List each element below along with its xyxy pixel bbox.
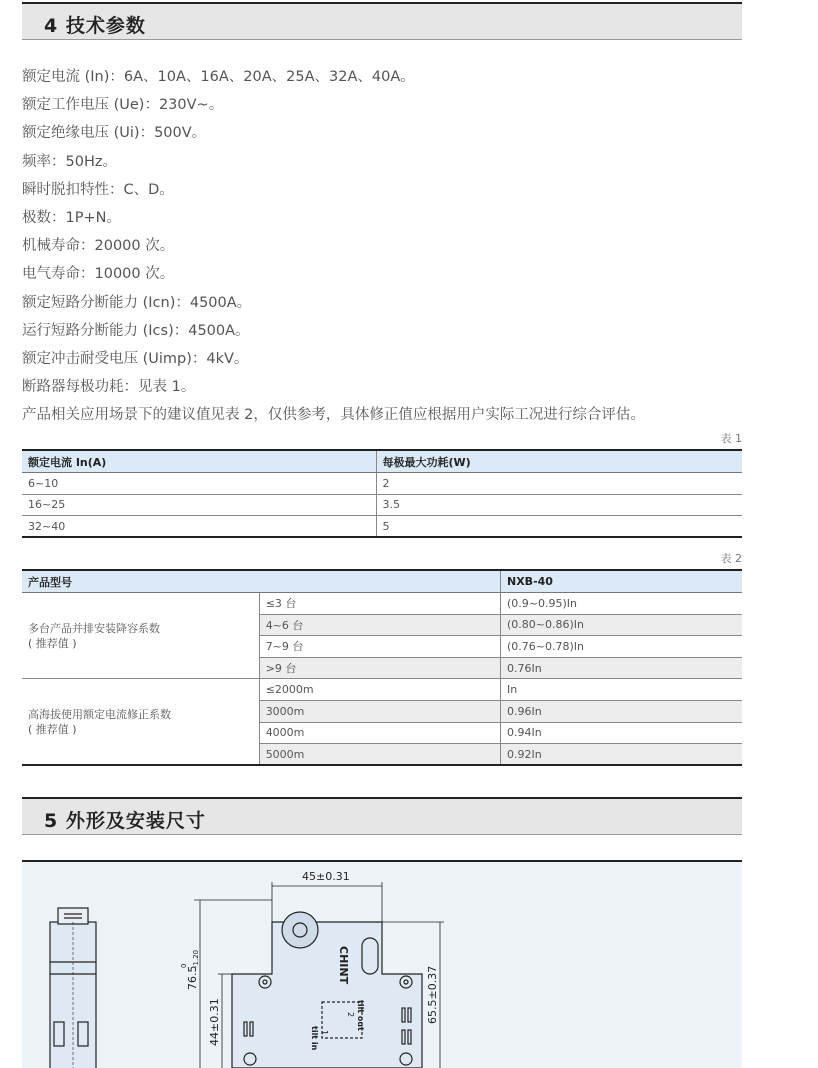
table-header-cell: NXB-40 (501, 570, 743, 593)
spec-item: 频率：50Hz。 (22, 153, 117, 170)
table-header-cell: 产品型号 (22, 570, 501, 593)
group-label: 多台产品并排安装降容系数 ( 推荐值 ) (22, 593, 259, 679)
table-cell: 5 (376, 516, 742, 538)
dimension-drawing (22, 860, 742, 1068)
spec-list (22, 66, 752, 432)
spec-item: 额定冲击耐受电压 (Uimp)：4kV。 (22, 350, 249, 367)
dim-height-right-label: 65.5±0.37 (426, 965, 439, 1024)
section-5-header (22, 797, 742, 835)
spec-item: 额定电流 (In)：6A、10A、16A、20A、25A、32A、40A。 (22, 69, 415, 85)
table-row (22, 473, 742, 495)
table-row (22, 593, 742, 615)
dim-height-tol-bottom: -1.20 (192, 949, 200, 968)
front-view (232, 912, 422, 1068)
table-cell: 4~6 台 (259, 614, 500, 636)
tilt-out-label: tilt out (356, 1000, 365, 1031)
section-5-title: 5 外形及安装尺寸 (44, 810, 206, 832)
table-cell: 0.76In (501, 657, 743, 679)
dim-width-label: 45±0.31 (302, 870, 350, 883)
derating-table (22, 569, 742, 766)
table-cell: 6~10 (22, 473, 376, 495)
section-4-header (22, 2, 742, 40)
table-cell: 5000m (259, 744, 500, 766)
spec-item: 瞬时脱扣特性：C、D。 (22, 181, 174, 198)
dim-height-mid-label: 44±0.31 (208, 998, 221, 1046)
spec-item: 额定工作电压 (Ue)：230V~。 (22, 97, 224, 114)
power-loss-table (22, 449, 742, 538)
spec-item: 运行短路分断能力 (Ics)：4500A。 (22, 322, 250, 339)
table-row (22, 679, 742, 701)
table-header-row (22, 450, 742, 473)
spec-item: 额定绝缘电压 (Ui)：500V。 (22, 125, 207, 142)
table-cell: ≤2000m (259, 679, 500, 701)
brand-text: CHINT (337, 946, 350, 985)
section-4-title: 4 技术参数 (44, 15, 146, 37)
tilt-in-label: tilt in (310, 1026, 319, 1051)
table-header-row (22, 570, 742, 593)
table-header-cell: 额定电流 In(A) (22, 450, 376, 473)
spec-item: 产品相关应用场景下的建议值见表 2，仅供参考，具体修正值应根据用户实际工况进行综合评估。 (22, 407, 645, 424)
table-cell: (0.76~0.78)In (501, 636, 743, 658)
table-cell: 3.5 (376, 494, 742, 516)
spec-item: 机械寿命：20000 次。 (22, 238, 175, 255)
table-cell: 0.96In (501, 700, 743, 722)
side-view (50, 908, 96, 1068)
table-2-caption: 表 2 (720, 552, 742, 565)
table-1-caption: 表 1 (720, 432, 742, 445)
table-cell: 32~40 (22, 516, 376, 538)
spec-item: 极数：1P+N。 (22, 209, 121, 226)
table-cell: >9 台 (259, 657, 500, 679)
num-1-label: 1 (320, 1030, 329, 1036)
drawing-svg (22, 862, 742, 1068)
table-row (22, 516, 742, 538)
dim-height-tol-top: 0 (180, 963, 188, 968)
table-cell: (0.80~0.86)In (501, 614, 743, 636)
table-cell: 0.92In (501, 744, 743, 766)
num-2-label: 2 (346, 1012, 355, 1018)
table-cell: 3000m (259, 700, 500, 722)
spec-item: 额定短路分断能力 (Icn)：4500A。 (22, 294, 252, 311)
group-label: 高海拔使用额定电流修正系数 ( 推荐值 ) (22, 679, 259, 765)
table-cell: 7~9 台 (259, 636, 500, 658)
table-cell: (0.9~0.95)In (501, 593, 743, 615)
table-header-cell: 每极最大功耗(W) (376, 450, 742, 473)
table-cell: 0.94In (501, 722, 743, 744)
table-cell: 2 (376, 473, 742, 495)
table-cell: In (501, 679, 743, 701)
table-cell: 4000m (259, 722, 500, 744)
table-cell: 16~25 (22, 494, 376, 516)
table-row (22, 494, 742, 516)
table-cell: ≤3 台 (259, 593, 500, 615)
spec-item: 电气寿命：10000 次。 (22, 266, 175, 283)
spec-item: 断路器每极功耗：见表 1。 (22, 379, 196, 396)
dim-height-total-label: 76.5 (186, 965, 199, 990)
